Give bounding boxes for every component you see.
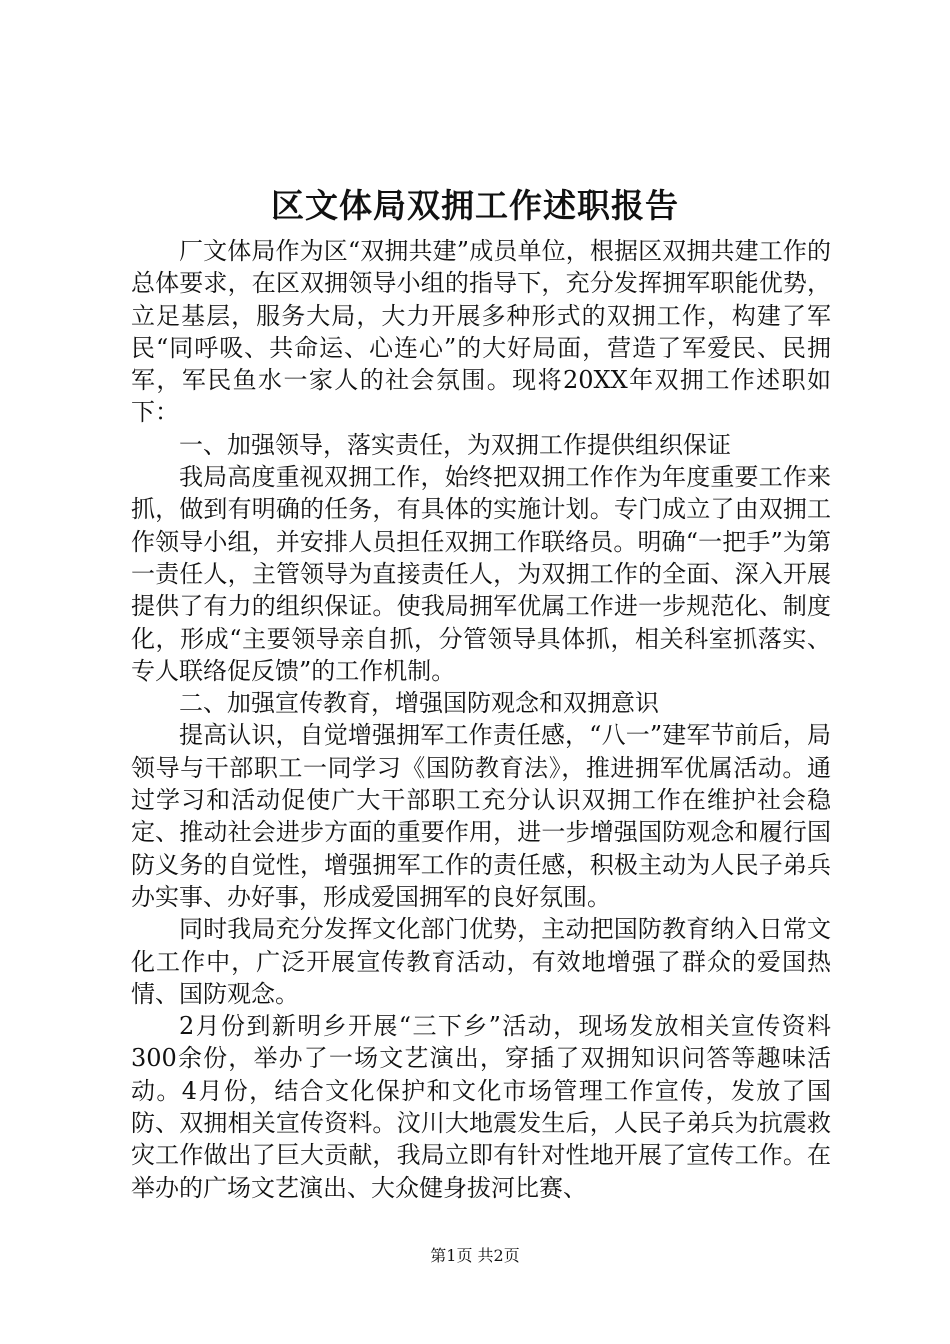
- paragraph-culture: 同时我局充分发挥文化部门优势，主动把国防教育纳入日常文化工作中，广泛开展宣传教育活动，有效地增强了群众的爱国热情、国防观念。: [131, 915, 831, 1008]
- paragraph-intro: 厂文体局作为区“双拥共建”成员单位，根据区双拥共建工作的总体要求，在区双拥领导小组的指导下，充分发挥拥军职能优势，立足基层，服务大局，大力开展多种形式的双拥工作，构建了军民“同呼吸、共命运、心连心”的大好局面，营造了军爱民、民拥军，军民鱼水一家人的社会氛围。现将20XX年双拥工作述职如下：: [131, 237, 831, 427]
- page-footer: 第1页 共2页: [430, 1246, 520, 1265]
- document-title: 区文体局双拥工作述职报告: [271, 186, 679, 225]
- section-heading-1: 一、加强领导，落实责任，为双拥工作提供组织保证: [179, 430, 731, 459]
- section-heading-2: 二、加强宣传教育，增强国防观念和双拥意识: [179, 689, 659, 718]
- paragraph-awareness: 提高认识，自觉增强拥军工作责任感，“八一”建军节前后，局领导与干部职工一同学习《国防教育法》，推进拥军优属活动。通过学习和活动促使广大干部职工充分认识双拥工作在维护社会稳定、推动社会进步方面的重要作用，进一步增强国防观念和履行国防义务的自觉性，增强拥军工作的责任感，积极主动为人民子弟兵办实事、办好事，形成爱国拥军的良好氛围。: [131, 721, 831, 911]
- paragraph-leadership: 我局高度重视双拥工作，始终把双拥工作作为年度重要工作来抓，做到有明确的任务，有具体的实施计划。专门成立了由双拥工作领导小组，并安排人员担任双拥工作联络员。明确“一把手”为第一责任人，主管领导为直接责任人，为双拥工作的全面、深入开展提供了有力的组织保证。使我局拥军优属工作进一步规范化、制度化，形成“主要领导亲自抓，分管领导具体抓，相关科室抓落实、专人联络促反馈”的工作机制。: [131, 463, 831, 685]
- paragraph-activities: 2月份到新明乡开展“三下乡”活动，现场发放相关宣传资料300余份，举办了一场文艺演出，穿插了双拥知识问答等趣味活动。4月份，结合文化保护和文化市场管理工作宣传，发放了国防、双拥相关宣传资料。汶川大地震发生后，人民子弟兵为抗震救灾工作做出了巨大贡献，我局立即有针对性地开展了宣传工作。在举办的广场文艺演出、大众健身拔河比赛、: [131, 1012, 831, 1202]
- document-body: [131, 235, 831, 1204]
